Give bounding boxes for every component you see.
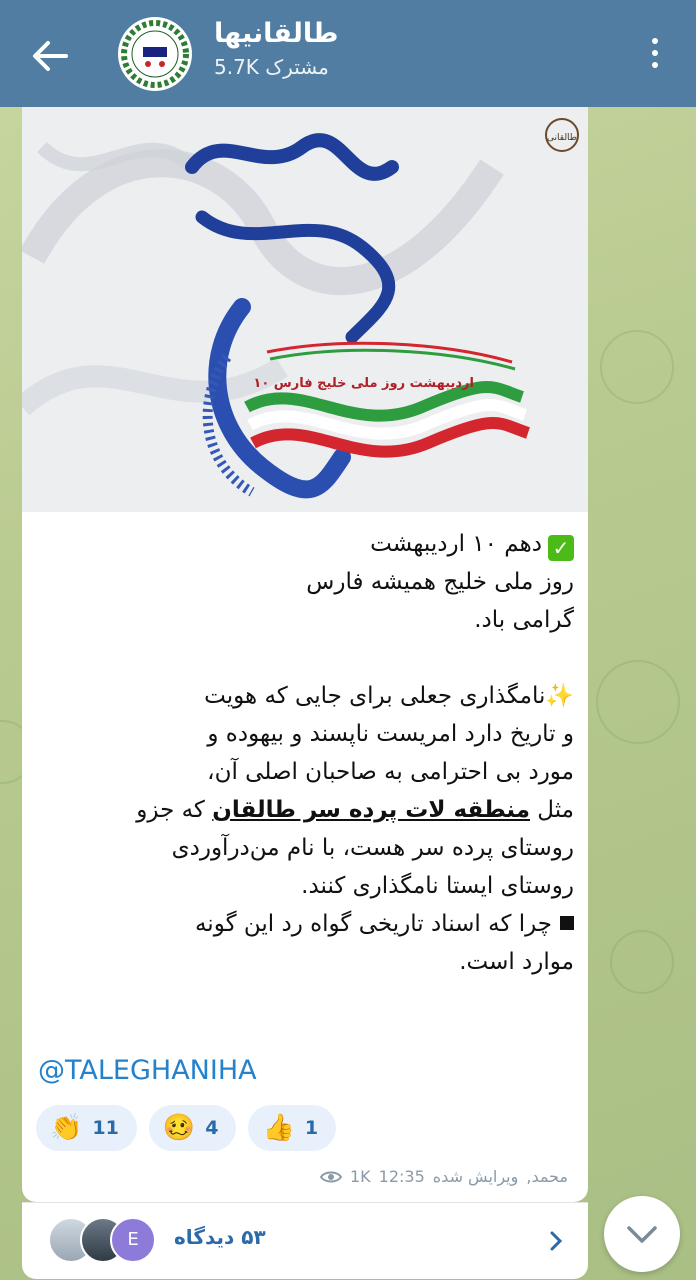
clap-icon: 👏 — [50, 1113, 83, 1143]
text-para1-c: مورد بی احترامی به صاحبان اصلی آن، — [207, 759, 574, 785]
back-button[interactable] — [26, 34, 74, 78]
text-para1-b: و تاریخ دارد امریست ناپسند و بیهوده و — [207, 721, 574, 747]
text-line-2: روز ملی خلیج همیشه فارس — [306, 569, 574, 595]
reaction-thumbs-up[interactable] — [248, 1105, 336, 1151]
text-para2-b: موارد است. — [459, 949, 574, 975]
chat-header — [0, 0, 696, 107]
reaction-count: 11 — [92, 1117, 119, 1139]
persian-gulf-poster — [22, 107, 588, 512]
message-text — [44, 525, 574, 981]
reaction-count: 4 — [205, 1117, 219, 1139]
message-meta — [320, 1167, 568, 1186]
commenter-avatar-letter — [110, 1217, 156, 1263]
view-count: 1K — [350, 1167, 371, 1186]
comments-label: ۵۳ دیدگاه — [174, 1225, 266, 1249]
text-para1-d-post: که جزو — [136, 797, 213, 823]
chevron-down-icon — [604, 1196, 680, 1272]
wallpaper-doodle — [596, 660, 680, 744]
reaction-count: 1 — [304, 1117, 319, 1139]
comments-bar[interactable] — [22, 1202, 588, 1279]
text-para2-a: چرا که اسناد تاریخی گواه رد این گونه — [194, 911, 552, 937]
post-image[interactable] — [22, 107, 588, 512]
message-time: 12:35 — [378, 1167, 425, 1186]
chevron-right-icon — [544, 1229, 568, 1253]
text-line-1: دهم ۱۰ اردیبهشت — [370, 531, 542, 557]
scroll-down-button[interactable] — [604, 1196, 680, 1272]
text-para1-e: روستای پرده سر هست، با نام من‌درآوردی — [171, 835, 574, 861]
sparkles-icon: ✨ — [545, 683, 574, 709]
text-para1-f: روستای ایستا نامگذاری کنند. — [301, 873, 574, 899]
check-mark-icon: ✓ — [548, 535, 574, 561]
more-menu-button[interactable] — [640, 38, 670, 78]
avatar-letter: E — [127, 1229, 139, 1250]
text-para1-d-pre: مثل — [530, 797, 574, 823]
arrow-left-icon — [26, 34, 74, 78]
author-name: محمد, — [526, 1167, 568, 1186]
channel-logo-icon — [118, 17, 192, 91]
wallpaper-doodle — [600, 330, 674, 404]
more-vertical-icon — [640, 38, 670, 68]
text-para1-a: نامگذاری جعلی برای جایی که هویت — [204, 683, 546, 709]
reactions-bar — [36, 1105, 336, 1153]
woozy-face-icon: 🥴 — [162, 1113, 196, 1143]
edited-label: ویرایش شده — [432, 1167, 519, 1186]
text-para1-bold: منطقه لات پرده سر طالقان — [212, 797, 530, 823]
channel-link[interactable]: @TALEGHANIHA — [38, 1055, 257, 1086]
reaction-clap[interactable] — [36, 1105, 137, 1151]
text-line-3: گرامی باد. — [474, 607, 574, 633]
eye-icon — [320, 1170, 342, 1184]
wallpaper-doodle — [610, 930, 674, 994]
subscriber-count: 5.7K مشترک — [214, 55, 329, 79]
channel-title: طالقانیها — [214, 18, 339, 49]
thumbs-up-icon: 👍 — [262, 1113, 295, 1143]
black-square-icon — [560, 916, 574, 930]
poster-caption: ۱۰ اردیبهشت روز ملی خلیج فارس — [253, 376, 474, 391]
channel-avatar[interactable] — [118, 17, 192, 91]
channel-title-block[interactable] — [214, 18, 514, 79]
reaction-woozy[interactable] — [149, 1105, 237, 1151]
poster-logo-text: طالقانی — [547, 133, 577, 143]
message-bubble — [22, 107, 588, 1202]
